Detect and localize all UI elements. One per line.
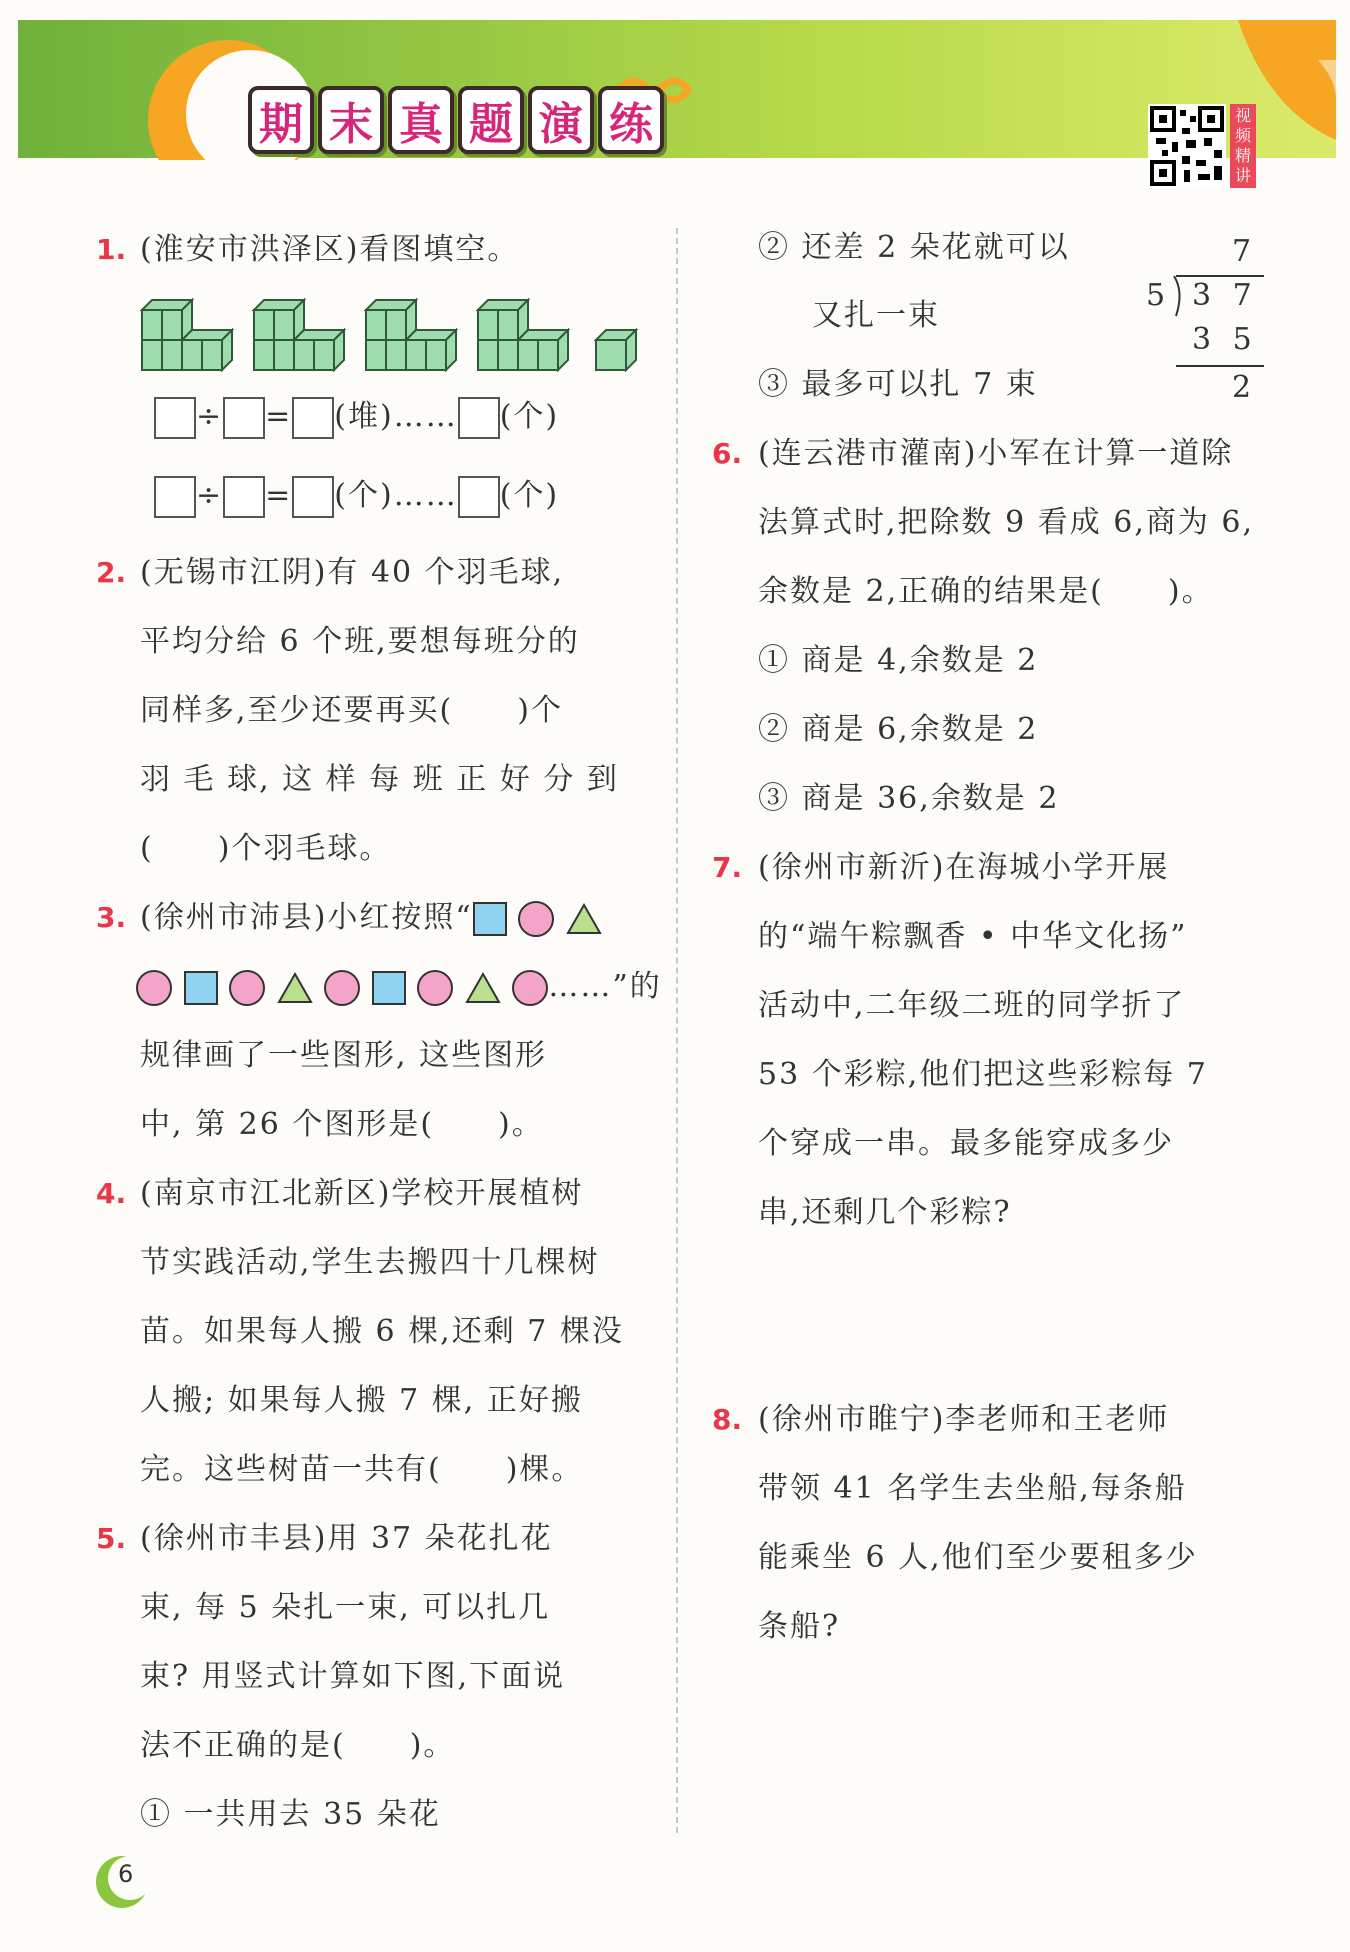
q6-option: ① 商是 4,余数是 2 xyxy=(758,643,1039,678)
division-bracket xyxy=(1140,232,1264,412)
answer-box[interactable] xyxy=(154,476,196,518)
question-number: 5. xyxy=(96,1522,127,1555)
long-division xyxy=(1140,232,1260,412)
q2-line: 平均分给 6 个班,要想每班分的 xyxy=(140,624,580,659)
title-char: 期 xyxy=(248,86,314,154)
q8-line: 能乘坐 6 人,他们至少要租多少 xyxy=(758,1540,1198,1575)
q5-line: 法不正确的是( )。 xyxy=(140,1728,456,1763)
circle-shape xyxy=(417,970,453,1006)
q7-line: (徐州市新沂)在海城小学开展 xyxy=(758,850,1170,885)
q4-line: 人搬; 如果每人搬 7 棵, 正好搬 xyxy=(140,1383,583,1418)
qr-label xyxy=(1230,104,1256,188)
division-remainder: 2 xyxy=(1232,370,1252,405)
q2-line: (无锡市江阴)有 40 个羽毛球, xyxy=(140,555,565,590)
circle-shape xyxy=(136,970,172,1006)
title-char: 演 xyxy=(528,86,594,154)
q7-line: 53 个彩粽,他们把这些彩粽每 7 xyxy=(758,1057,1208,1092)
section-title xyxy=(248,86,664,156)
qr-label-char: 精 xyxy=(1234,146,1251,165)
division-dividend: 3 7 xyxy=(1192,278,1258,313)
q3-line: 中, 第 26 个图形是( )。 xyxy=(140,1107,544,1142)
title-char: 末 xyxy=(318,86,384,154)
q8-line: 带领 41 名学生去坐船,每条船 xyxy=(758,1471,1187,1506)
q4-line: 完。这些树苗一共有( )棵。 xyxy=(140,1452,584,1487)
q2-line: 羽 毛 球, 这 样 每 班 正 好 分 到 xyxy=(140,762,619,797)
header-banner xyxy=(18,20,1336,160)
question-number: 1. xyxy=(96,233,127,266)
division-quotient: 7 xyxy=(1232,234,1252,269)
triangle-shape xyxy=(465,972,501,1004)
answer-box[interactable] xyxy=(292,397,334,439)
triangle-shape xyxy=(277,972,313,1004)
q6-line: 余数是 2,正确的结果是( )。 xyxy=(758,574,1214,609)
qr-label-char: 讲 xyxy=(1234,166,1251,185)
q5-option: ① 一共用去 35 朵花 xyxy=(140,1797,441,1832)
qr-label-char: 频 xyxy=(1234,126,1251,145)
q7-line: 个穿成一串。最多能穿成多少 xyxy=(758,1126,1174,1161)
q3-line: 规律画了一些图形, 这些图形 xyxy=(140,1038,548,1073)
title-char: 练 xyxy=(598,86,664,154)
question-number: 8. xyxy=(712,1403,743,1436)
division-product: 3 5 xyxy=(1192,322,1258,357)
question-number: 4. xyxy=(96,1177,127,1210)
circle-shape xyxy=(518,901,554,937)
answer-box[interactable] xyxy=(458,476,500,518)
question-number: 6. xyxy=(712,437,743,470)
q3-line-text: ……”的 xyxy=(548,969,662,1004)
q2-line: ( )个羽毛球。 xyxy=(140,831,392,866)
q2-line: 同样多,至少还要再买( )个 xyxy=(140,693,563,728)
unit-label: (个) xyxy=(499,478,560,513)
unit-label: (个) xyxy=(499,399,560,434)
question-number: 3. xyxy=(96,901,127,934)
qr-code-icon[interactable] xyxy=(1148,104,1226,188)
q1-text: (淮安市洪泽区)看图填空。 xyxy=(140,232,520,267)
answer-box[interactable] xyxy=(458,397,500,439)
qr-label-char: 视 xyxy=(1234,106,1251,125)
question-number: 2. xyxy=(96,556,127,589)
q5-option: ② 还差 2 朵花就可以 xyxy=(758,230,1070,265)
q5-option: ③ 最多可以扎 7 束 xyxy=(758,367,1038,402)
square-shape xyxy=(473,902,507,936)
cubes-figure xyxy=(140,296,660,372)
q1-row2: ÷ = (个)…… (个) xyxy=(154,476,559,518)
answer-box[interactable] xyxy=(223,476,265,518)
circle-shape xyxy=(324,970,360,1006)
page-number: 6 xyxy=(118,1860,134,1888)
unit-label: (堆)…… xyxy=(334,399,458,434)
q5-option: 又扎一束 xyxy=(812,298,940,333)
answer-box[interactable] xyxy=(154,397,196,439)
q3-line xyxy=(140,898,602,938)
square-shape xyxy=(372,971,406,1005)
answer-box[interactable] xyxy=(223,397,265,439)
q4-line: 苗。如果每人搬 6 棵,还剩 7 棵没 xyxy=(140,1314,624,1349)
q7-line: 活动中,二年级二班的同学折了 xyxy=(758,988,1186,1023)
q3-pattern xyxy=(136,967,662,1007)
q5-line: 束, 每 5 朵扎一束, 可以扎几 xyxy=(140,1590,551,1625)
circle-shape xyxy=(512,970,548,1006)
q7-line: 串,还剩几个彩粽? xyxy=(758,1195,1012,1230)
q4-line: (南京市江北新区)学校开展植树 xyxy=(140,1176,584,1211)
q1-row1: ÷ = (堆)…… (个) xyxy=(154,397,559,439)
q6-option: ③ 商是 36,余数是 2 xyxy=(758,781,1060,816)
circle-shape xyxy=(229,970,265,1006)
q6-line: (连云港市灌南)小军在计算一道除 xyxy=(758,436,1234,471)
square-shape xyxy=(184,971,218,1005)
title-char: 真 xyxy=(388,86,454,154)
column-divider xyxy=(676,228,678,1833)
question-number: 7. xyxy=(712,851,743,884)
title-char: 题 xyxy=(458,86,524,154)
unit-label: (个)…… xyxy=(334,478,458,513)
q6-option: ② 商是 6,余数是 2 xyxy=(758,712,1039,747)
q4-line: 节实践活动,学生去搬四十几棵树 xyxy=(140,1245,600,1280)
q5-line: (徐州市丰县)用 37 朵花扎花 xyxy=(140,1521,553,1556)
q6-line: 法算式时,把除数 9 看成 6,商为 6, xyxy=(758,505,1255,540)
q7-line: 的“端午粽飘香 • 中华文化扬” xyxy=(758,919,1188,954)
triangle-shape xyxy=(566,903,602,935)
answer-box[interactable] xyxy=(292,476,334,518)
division-divisor: 5 xyxy=(1146,278,1166,313)
q3-line-text: (徐州市沛县)小红按照“ xyxy=(140,900,473,935)
q5-line: 束? 用竖式计算如下图,下面说 xyxy=(140,1659,566,1694)
q8-line: 条船? xyxy=(758,1609,841,1644)
q8-line: (徐州市睢宁)李老师和王老师 xyxy=(758,1402,1170,1437)
